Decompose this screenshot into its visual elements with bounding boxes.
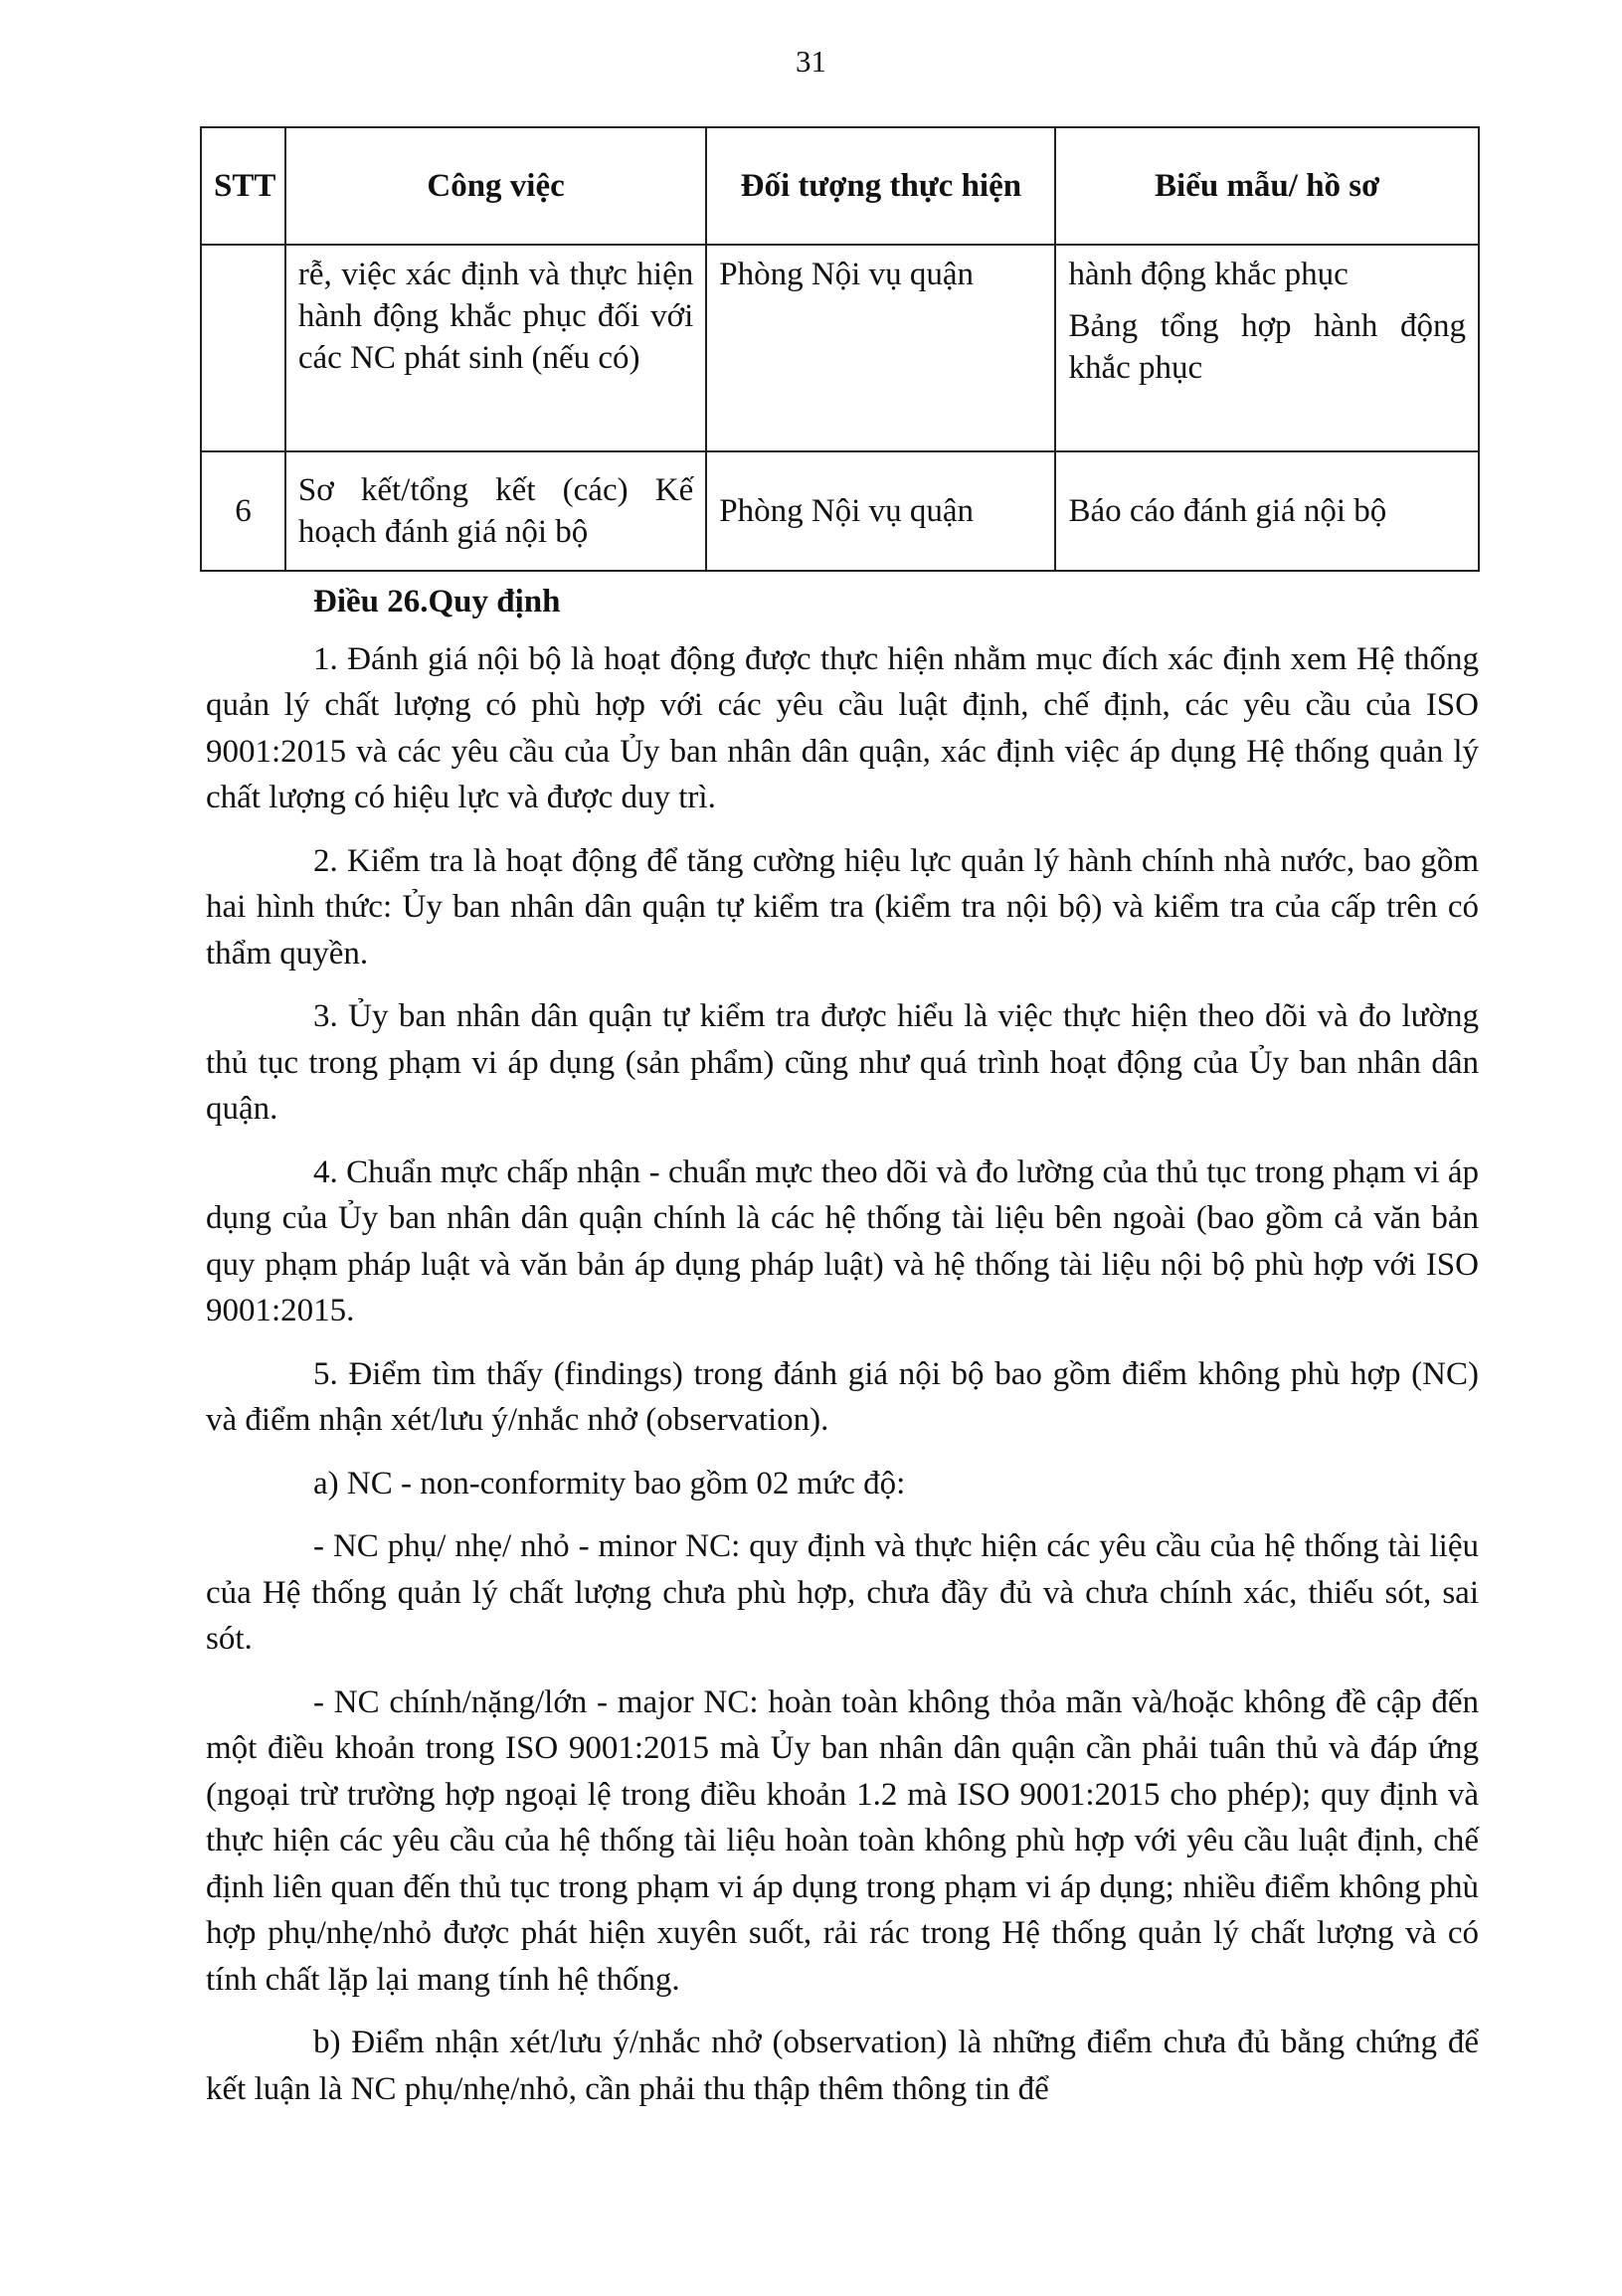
cell-forms [1055,451,1479,571]
form-item: Bảng tổng hợp hành động khắc phục [1068,308,1466,386]
paragraph-1: 1. Đánh giá nội bộ là hoạt động được thực hiện nhằm mục đích xác định xem Hệ thống quản lý chất lượng có phù hợp với các yêu cầu luật định, chế định, các yêu cầu của ISO 9001:2015 và các yêu cầu của Ủy ban nhân dân quận, xác định việc áp dụng Hệ thống quản lý chất lượng có hiệu lực và được duy trì. [206,640,1479,815]
paragraph-5: 5. Điểm tìm thấy (findings) trong đánh giá nội bộ bao gồm điểm không phù hợp (NC) và điểm nhận xét/lưu ý/nhắc nhở (observation). [206,1355,1479,1438]
header-stt: STT [201,127,285,245]
cell-actor: Phòng Nội vụ quận [706,245,1055,451]
cell-stt [201,245,285,451]
table-row [201,245,1479,451]
table-row [201,451,1479,571]
form-item: Báo cáo đánh giá nội bộ [1068,493,1387,529]
paragraph-5a: a) NC - non-conformity bao gồm 02 mức độ: [313,1465,906,1501]
header-actor: Đối tượng thực hiện [706,127,1055,245]
cell-stt: 6 [201,451,285,571]
table-header-row [201,127,1479,245]
cell-forms [1055,245,1479,451]
paragraph-minor-nc: - NC phụ/ nhẹ/ nhỏ - minor NC: quy định và thực hiện các yêu cầu của hệ thống tài liệu của Hệ thống quản lý chất lượng chưa phù hợp, chưa đầy đủ và chưa chính xác, thiếu sót, sai sót. [206,1528,1479,1657]
paragraph-2: 2. Kiểm tra là hoạt động để tăng cường hiệu lực quản lý hành chính nhà nước, bao gồm hai hình thức: Ủy ban nhân dân quận tự kiểm tra (kiểm tra nội bộ) và kiểm tra của cấp trên có thẩm quyền. [206,842,1479,971]
paragraph-3: 3. Ủy ban nhân dân quận tự kiểm tra được hiểu là việc thực hiện theo dõi và đo lường thủ tục trong phạm vi áp dụng (sản phẩm) cũng như quá trình hoạt động của Ủy ban nhân dân quận. [206,998,1479,1127]
cell-actor: Phòng Nội vụ quận [706,451,1055,571]
article-heading: Điều 26.Quy định [313,584,561,619]
paragraph-major-nc: - NC chính/nặng/lớn - major NC: hoàn toàn không thỏa mãn và/hoặc không đề cập đến một điều khoản trong ISO 9001:2015 mà Ủy ban nhân dân quận cần phải tuân thủ và đáp ứng (ngoại trừ trường hợp ngoại lệ trong điều khoản 1.2 mà ISO 9001:2015 cho phép); quy định và thực hiện các yêu cầu của hệ thống tài liệu hoàn toàn không phù hợp với yêu cầu luật định, chế định liên quan đến thủ tục trong phạm vi áp dụng trong phạm vi áp dụng; nhiều điểm không phù hợp phụ/nhẹ/nhỏ được phát hiện xuyên suốt, rải rác trong Hệ thống quản lý chất lượng và có tính chất lặp lại mang tính hệ thống. [206,1683,1479,1998]
page-number: 31 [796,44,826,79]
article-body [206,579,1479,2129]
header-forms: Biểu mẫu/ hồ sơ [1055,127,1479,245]
cell-task: rễ, việc xác định và thực hiện hành động khắc phục đối với các NC phát sinh (nếu có) [285,245,706,451]
paragraph-4: 4. Chuẩn mực chấp nhận - chuẩn mực theo dõi và đo lường của thủ tục trong phạm vi áp dụng của Ủy ban nhân dân quận chính là các hệ thống tài liệu bên ngoài (bao gồm cả văn bản quy phạm pháp luật và văn bản áp dụng pháp luật) và hệ thống tài liệu nội bộ phù hợp với ISO 9001:2015. [206,1153,1479,1328]
procedure-table [200,126,1480,572]
header-task: Công việc [285,127,706,245]
paragraph-5b: b) Điểm nhận xét/lưu ý/nhắc nhở (observation) là những điểm chưa đủ bằng chứng để kết luận là NC phụ/nhẹ/nhỏ, cần phải thu thập thêm thông tin để [206,2025,1479,2107]
form-item: hành động khắc phục [1068,257,1349,292]
cell-task: Sơ kết/tổng kết (các) Kế hoạch đánh giá nội bộ [285,451,706,571]
